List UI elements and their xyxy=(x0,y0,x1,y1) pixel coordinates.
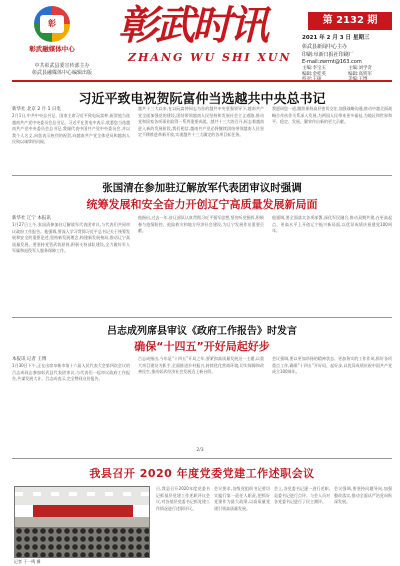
issue-date: 2021 年 2 月 3 日 星期三 xyxy=(302,35,370,41)
logo-name: 彰武融媒体中心 xyxy=(29,45,75,53)
photo-stage xyxy=(15,517,150,527)
page-number: 2/3 xyxy=(196,448,204,453)
newspaper-title-pinyin: ZHANG WU SHI XUN xyxy=(128,51,292,64)
article-subheadline: 统筹发展和安全奋力开创辽宁高质量发展新局面 xyxy=(86,198,318,211)
section-divider xyxy=(12,317,392,318)
logo-publisher-line: 彰武县融媒体中心编辑出版 xyxy=(31,70,92,76)
article-body-col1: 日,我县召开2020年度党委书记抓基层党建工作述职评议会议,对各基层党委书记抓党建工作情况进行述职评议。 xyxy=(156,486,210,511)
article-byline: 新华社 北京 2 月 1 日电 xyxy=(12,107,61,112)
article-headline: 张国清在参加驻辽解放军代表团审议时强调 xyxy=(102,182,302,194)
masthead-divider xyxy=(12,80,392,82)
issue-badge xyxy=(308,12,392,30)
staff-credits-left: 主编:李宝玉 编辑:金桂英 xyxy=(302,66,327,77)
photo-ceiling-lights xyxy=(15,492,150,496)
article-byline: 本报讯 记者 王博 xyxy=(12,357,47,362)
issue-email: E-mail:zwrmt@163.com xyxy=(302,59,362,65)
staff-credits xyxy=(302,66,394,78)
article-body-col4: 会议强调,要坚持问题导向,加强整改落实,推动全面从严治党向纵深发展。 xyxy=(334,486,392,504)
logo-emblem-icon: 彰 xyxy=(34,6,70,42)
article-body-col2: 会议要求,各级党组织书记要切实履行第一责任人职责,把抓好党建作为最大政绩,以高质量党建引领高质量发展。 xyxy=(214,486,270,511)
article-headline: 我县召开 2020 年度党委党建工作述职会议 xyxy=(89,467,315,480)
masthead xyxy=(0,0,400,80)
section-divider xyxy=(12,175,392,176)
article-body-col1: 2月1日,中共中央总书记、国家主席习近平致电阮富仲,祝贺他当选越南共产党中央委员会总书记。习近平在贺电中表示,欣悉您当选越南共产党中央委员会总书记,我谨代表中国共产党中央委员会,并以我个人名义,向您表示热烈的祝贺,向越南共产党全体党员和越南人民致以诚挚的问候。 xyxy=(12,113,130,144)
article-body-col3: 他强调,要全面落实各项部署,深化军民融合,推动双拥共建,在更高起点、更高水平上开创辽宁振兴新局面,以优异成绩庆祝建党100周年。 xyxy=(272,215,392,233)
article-body-col3: 会上,各党委书记逐一进行述职,县委书记进行点评。与会人员对各党委书记进行了民主测评。 xyxy=(274,486,330,504)
media-center-logo xyxy=(12,6,100,76)
issue-publisher: 彰武县新闻中心主办 xyxy=(302,44,348,50)
photo-caption: 记者 于一鸣 摄 xyxy=(14,559,41,564)
article-body-col2: 越共十三大以来,在以阮富仲同志为首的越共中央坚强领导下,越南共产党全面加强党的建设,团结带领越南人民坚持和发展社会主义道路,推动党和国家各项事业取得一系列重要成就。越共十三大的召开,标志着越南进入新的发展阶段,我们相信,越南共产党必将继续团结带领越南人民坚定不移推进革新开放,实现越共十三大确定的各项目标任务。 xyxy=(138,106,264,137)
article-body-col1: 1月30日下午,正在出席阜新市第十六届人民代表大会第四次会议的吕志成同志参加彰武县代表团审议,与代表们一起审议政府工作报告,共谋发展大计。吕志成表示,完全赞同这份报告。 xyxy=(12,363,130,381)
issue-printer: 印刷:阜新日报社印刷厂 xyxy=(302,52,354,58)
photo-ceiling xyxy=(15,487,150,505)
article-body-col2: 他指出,过去一年,驻辽部队认真贯彻习近平强军思想,坚决听党指挥,积极参与疫情防控、抢险救灾和地方经济社会建设,为辽宁发展作出重要贡献。 xyxy=(138,215,264,233)
issue-number: 第 2132 期 xyxy=(322,15,378,26)
article-body-col3: 会议强调,要以更加昂扬的精神状态、更加务实的工作作风,抓好各项重点工作,确保“十四五”开好局、起好步,以优异成绩庆祝中国共产党成立100周年。 xyxy=(272,356,392,374)
logo-sponsor-line: 中共彰武县委宣传部主办 xyxy=(34,63,90,69)
meeting-photo xyxy=(14,486,150,558)
section-divider xyxy=(12,458,392,459)
article-headline: 习近平致电祝贺阮富仲当选越共中央总书记 xyxy=(78,92,326,107)
article-subheadline: 确保“十四五”开好局起好步 xyxy=(134,340,270,353)
photo-audience xyxy=(15,527,150,558)
article-body-col1: 1月27日上午,张国清参加驻辽解放军代表团审议,与代表们共同审议政府工作报告。他强调,要深入学习贯彻习近平总书记关于统筹发展和安全的重要论述,坚持新发展理念,构建新发展格局,推动辽宁高质量发展。要坚持党管武装原则,积极支持部队建设,全力做好军人军属和退役军人服务保障工作。 xyxy=(12,222,130,253)
article-body-col3: 我愿同您一道,继续保持高层密切交往,加强战略沟通,推动中越全面战略合作伙伴关系深入发展,为两国人民带来更多福祉,为地区和世界和平、稳定、发展、繁荣作出新的更大贡献。 xyxy=(272,106,392,124)
article-headline: 吕志成列席县审议《政府工作报告》时发言 xyxy=(107,326,297,337)
staff-credits-right: 主编:刘学奇 编辑:高铁军 xyxy=(348,66,373,77)
article-body-col2: 吕志成指出,今年是“十四五”开局之年,要紧扣高质量发展这一主题,以重大项目建设为抓手,全面推进乡村振兴,持续优化营商环境,切实保障和改善民生,推动彰武经济社会发展迈上新台阶。 xyxy=(138,356,264,374)
photo-stage-banner xyxy=(33,505,133,517)
newspaper-title: 彰武时讯 xyxy=(118,2,266,49)
article-byline: 新华社 辽宁 本报讯 xyxy=(12,216,51,221)
